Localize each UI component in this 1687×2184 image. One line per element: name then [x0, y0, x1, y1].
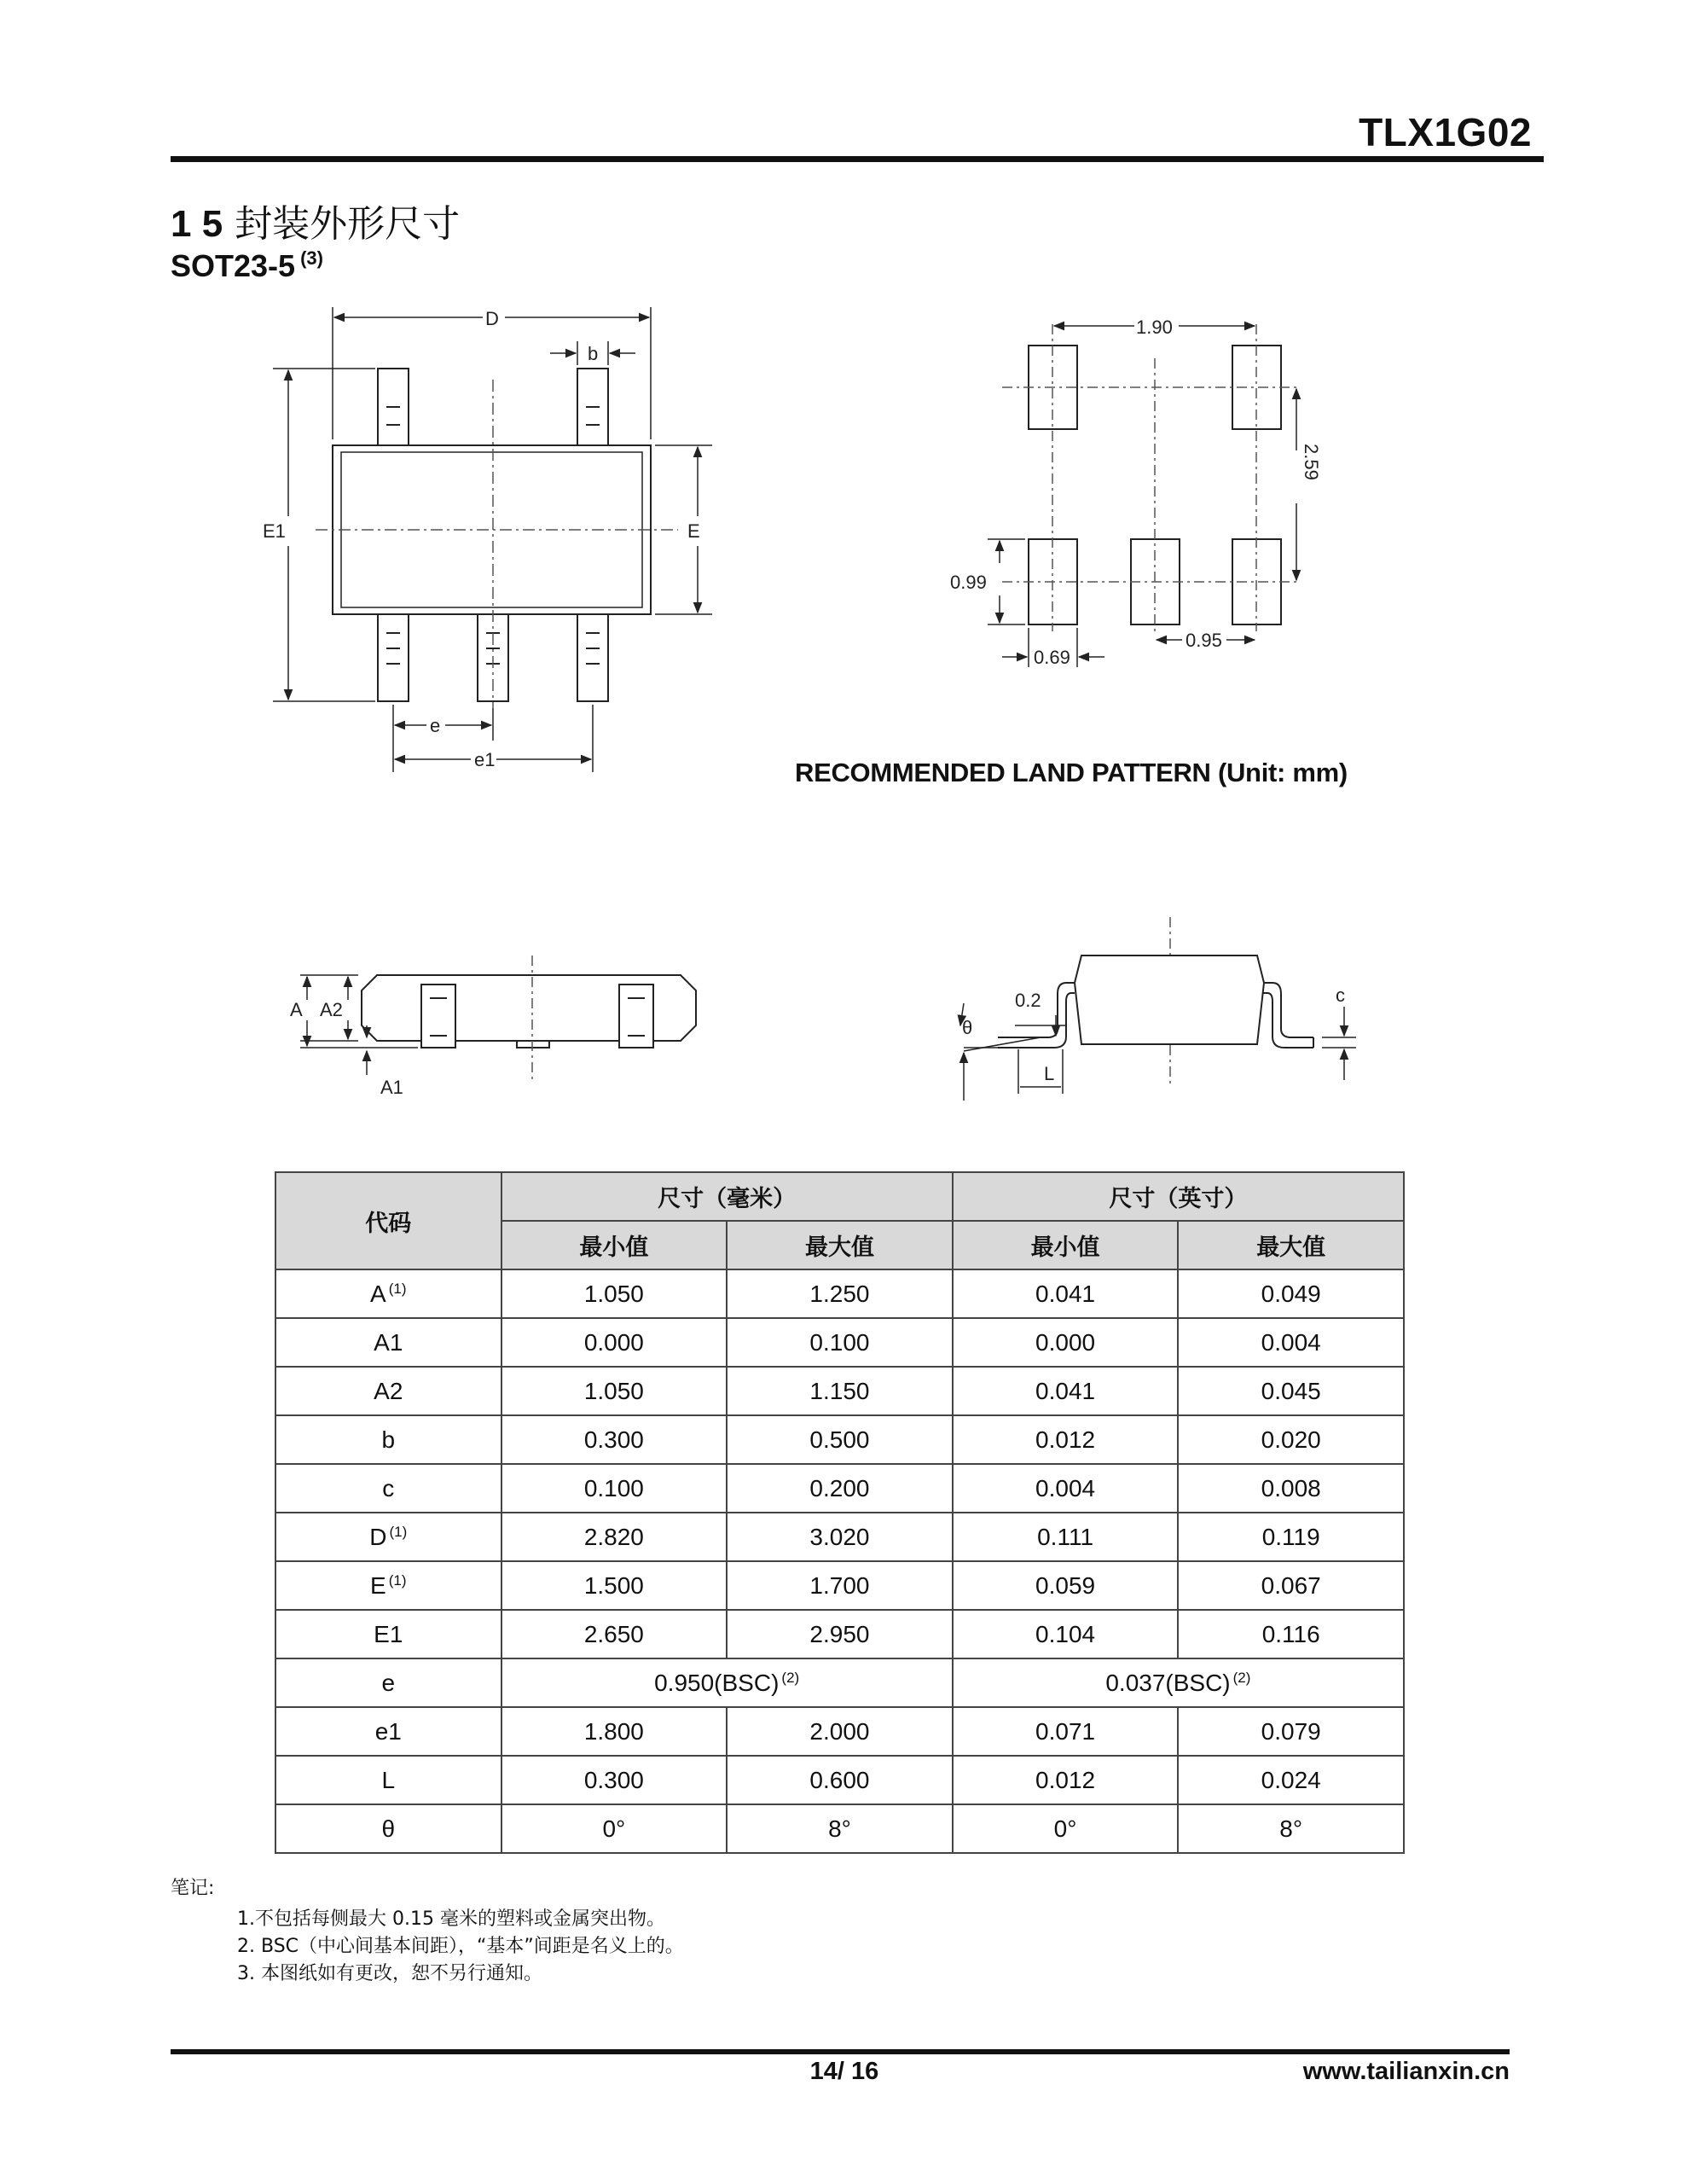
top-view-diagram: [247, 299, 725, 776]
side-dim-A1: A1: [380, 1077, 403, 1098]
land-dim-259: 2.59: [1301, 444, 1322, 480]
code-cell: b: [275, 1415, 501, 1464]
dimension-table: [275, 1171, 1405, 1854]
dim-label-D: D: [485, 308, 499, 329]
end-view-diagram: [947, 913, 1373, 1126]
table-row: [275, 1269, 1404, 1318]
dim-label-E: E: [687, 520, 700, 542]
inch-min-cell: 0°: [953, 1804, 1179, 1853]
table-row: [275, 1756, 1404, 1804]
inch-span-cell: 0.037(BSC) $^{(2)}$: [953, 1658, 1404, 1707]
header-code: 代码: [275, 1172, 501, 1269]
inch-max-cell: 0.067: [1178, 1561, 1404, 1610]
mm-max-cell: 8°: [727, 1804, 953, 1853]
note-1: 1.不包括每侧最大 0.15 毫米的塑料或金属突出物。: [237, 1908, 665, 1930]
code-cell: e1: [275, 1707, 501, 1756]
table-row: [275, 1464, 1404, 1513]
land-pattern-caption: RECOMMENDED LAND PATTERN (Unit: mm): [795, 758, 1348, 787]
dim-label-b: b: [588, 343, 599, 364]
code-cell: e: [275, 1658, 501, 1707]
side-view-diagram: [281, 947, 742, 1109]
header-inch-min: 最小值: [953, 1221, 1179, 1269]
package-name-text: SOT23-5: [171, 248, 296, 283]
inch-max-cell: 0.020: [1178, 1415, 1404, 1464]
mm-max-cell: 1.700: [727, 1561, 953, 1610]
code-cell: c: [275, 1464, 501, 1513]
package-name: [171, 247, 323, 284]
inch-max-cell: 0.004: [1178, 1318, 1404, 1367]
mm-span-cell: 0.950(BSC) $^{(2)}$: [501, 1658, 953, 1707]
dim-label-E1: E1: [263, 520, 286, 542]
mm-min-cell: 0.300: [501, 1415, 728, 1464]
inch-max-cell: 0.119: [1178, 1513, 1404, 1561]
end-dim-theta: θ: [962, 1017, 973, 1038]
mm-max-cell: 2.000: [727, 1707, 953, 1756]
section-title: 封装外形尺寸: [235, 202, 461, 246]
inch-min-cell: 0.059: [953, 1561, 1179, 1610]
header-mm: 尺寸（毫米）: [501, 1172, 953, 1221]
land-dim-099: 0.99: [950, 572, 987, 593]
mm-min-cell: 1.500: [501, 1561, 728, 1610]
table-row: [275, 1318, 1404, 1367]
mm-max-cell: 1.150: [727, 1367, 953, 1415]
inch-min-cell: 0.071: [953, 1707, 1179, 1756]
inch-max-cell: 0.079: [1178, 1707, 1404, 1756]
land-pattern-diagram: [950, 307, 1330, 682]
mm-min-cell: 0.000: [501, 1318, 728, 1367]
mm-max-cell: 1.250: [727, 1269, 953, 1318]
section-number: 1 5: [171, 203, 223, 245]
header-inch: 尺寸（英寸）: [953, 1172, 1404, 1221]
end-dim-0-2: 0.2: [1015, 990, 1041, 1011]
package-note-ref: (3): [300, 247, 323, 269]
mm-min-cell: 1.050: [501, 1367, 728, 1415]
note-2: 2. BSC（中心间基本间距），“基本”间距是名义上的。: [237, 1936, 684, 1957]
land-dim-069: 0.69: [1034, 647, 1070, 668]
document-title: TLX1G02: [1359, 110, 1532, 154]
inch-min-cell: 0.111: [953, 1513, 1179, 1561]
inch-max-cell: 8°: [1178, 1804, 1404, 1853]
end-dim-L: L: [1044, 1063, 1055, 1084]
inch-min-cell: 0.012: [953, 1756, 1179, 1804]
inch-min-cell: 0.012: [953, 1415, 1179, 1464]
land-dim-095: 0.95: [1186, 630, 1222, 651]
website-link[interactable]: www.tailianxin.cn: [1302, 2058, 1510, 2085]
header-rule: [171, 156, 1544, 162]
page-number: 14/ 16: [809, 2058, 879, 2085]
table-row: [275, 1513, 1404, 1561]
inch-max-cell: 0.045: [1178, 1367, 1404, 1415]
inch-max-cell: 0.024: [1178, 1756, 1404, 1804]
code-cell: A1: [275, 1318, 501, 1367]
section-heading: [171, 193, 460, 247]
header-mm-max: 最大值: [727, 1221, 953, 1269]
mm-min-cell: 0.100: [501, 1464, 728, 1513]
table-row: [275, 1610, 1404, 1658]
mm-max-cell: 2.950: [727, 1610, 953, 1658]
inch-min-cell: 0.104: [953, 1610, 1179, 1658]
notes-label: 笔记:: [171, 1878, 215, 1899]
table-row: [275, 1804, 1404, 1853]
mm-min-cell: 0.300: [501, 1756, 728, 1804]
mm-min-cell: 2.650: [501, 1610, 728, 1658]
mm-max-cell: 3.020: [727, 1513, 953, 1561]
code-cell: E $^{(1)}$: [275, 1561, 501, 1610]
code-cell: L: [275, 1756, 501, 1804]
side-dim-A2: A2: [320, 999, 343, 1020]
mm-max-cell: 0.100: [727, 1318, 953, 1367]
dim-label-e1: e1: [474, 749, 496, 770]
code-cell: E1: [275, 1610, 501, 1658]
table-row: [275, 1707, 1404, 1756]
inch-max-cell: 0.049: [1178, 1269, 1404, 1318]
mm-min-cell: 0°: [501, 1804, 728, 1853]
code-cell: A2: [275, 1367, 501, 1415]
header-inch-max: 最大值: [1178, 1221, 1404, 1269]
dim-label-e: e: [430, 715, 441, 736]
mm-min-cell: 2.820: [501, 1513, 728, 1561]
inch-min-cell: 0.041: [953, 1269, 1179, 1318]
mm-max-cell: 0.500: [727, 1415, 953, 1464]
inch-min-cell: 0.004: [953, 1464, 1179, 1513]
land-dim-190: 1.90: [1136, 317, 1173, 338]
code-cell: D $^{(1)}$: [275, 1513, 501, 1561]
header-mm-min: 最小值: [501, 1221, 728, 1269]
inch-min-cell: 0.000: [953, 1318, 1179, 1367]
table-row: [275, 1415, 1404, 1464]
inch-min-cell: 0.041: [953, 1367, 1179, 1415]
table-row: [275, 1561, 1404, 1610]
mm-min-cell: 1.800: [501, 1707, 728, 1756]
table-row: [275, 1367, 1404, 1415]
mm-min-cell: 1.050: [501, 1269, 728, 1318]
side-dim-A: A: [290, 999, 303, 1020]
note-3: 3. 本图纸如有更改，恕不另行通知。: [237, 1963, 542, 1984]
inch-max-cell: 0.116: [1178, 1610, 1404, 1658]
code-cell: A $^{(1)}$: [275, 1269, 501, 1318]
end-dim-c: c: [1336, 985, 1345, 1006]
table-row: [275, 1658, 1404, 1707]
code-cell: θ: [275, 1804, 501, 1853]
inch-max-cell: 0.008: [1178, 1464, 1404, 1513]
footer-rule: [171, 2049, 1510, 2054]
mm-max-cell: 0.600: [727, 1756, 953, 1804]
mm-max-cell: 0.200: [727, 1464, 953, 1513]
